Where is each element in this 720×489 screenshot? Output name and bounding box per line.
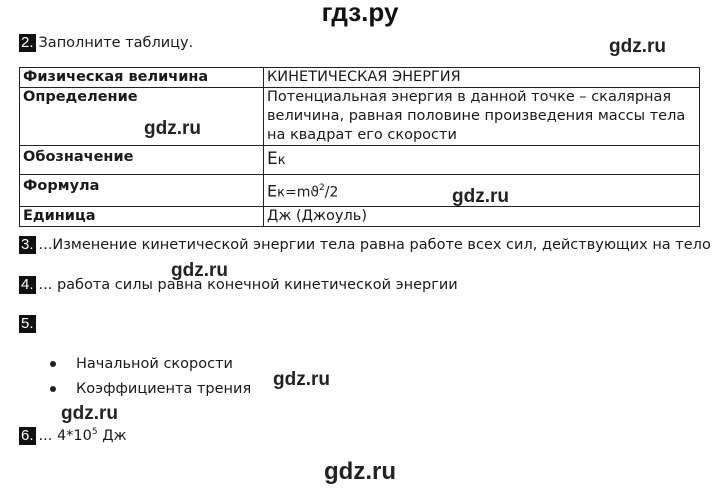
row-value: Потенциальная энергия в данной точке – скалярная величина, равная половине произведения массы тела на квадрат его скорости [264, 88, 700, 146]
watermark: gdz.ru [452, 186, 509, 207]
symbol-main: Е [267, 149, 278, 169]
row-label: Физическая величина [20, 68, 264, 88]
energy-table [19, 67, 700, 227]
row-value [264, 146, 700, 175]
formula-tail: /2 [324, 184, 339, 201]
bullet-text: Коэффициента трения [76, 381, 252, 397]
row-label: Обозначение [20, 146, 264, 175]
watermark: gdz.ru [324, 458, 396, 485]
list-item [50, 355, 233, 373]
table-row [20, 207, 700, 227]
task-6-number: 6. [21, 426, 34, 444]
bullet-dot [50, 361, 56, 367]
task-6 [19, 423, 127, 445]
table-row [20, 146, 700, 175]
row-label: Формула [20, 175, 264, 207]
row-label: Единица [20, 207, 264, 227]
row-value: КИНЕТИЧЕСКАЯ ЭНЕРГИЯ [264, 68, 700, 88]
formula-rest: =mϑ [284, 184, 320, 201]
task-6-suffix: Дж [97, 427, 127, 444]
watermark: gdz.ru [144, 118, 201, 139]
bullet-dot [50, 386, 56, 392]
task-4-number: 4. [21, 276, 34, 293]
watermark: gdz.ru [171, 260, 228, 281]
task-4 [19, 276, 458, 294]
watermark: gdz.ru [61, 403, 118, 424]
table-row [20, 88, 700, 146]
row-value: Дж (Джоуль) [264, 207, 700, 227]
formula-main: Е [267, 181, 278, 201]
watermark: gdz.ru [609, 36, 666, 57]
task-3-text: ...Изменение кинетической энергии тела равна работе всех сил, действующих на тело [38, 237, 711, 253]
task-2 [19, 34, 193, 52]
table-row [20, 175, 700, 207]
task-5-number: 5. [21, 315, 34, 332]
watermark: gdz.ru [273, 369, 330, 390]
symbol-sub: к [277, 153, 286, 168]
task-4-text: ... работа силы равна конечной кинетической энергии [38, 277, 458, 293]
list-item [50, 380, 251, 398]
task-3-number: 3. [21, 236, 34, 253]
task-6-prefix: ... 4*10 [38, 427, 92, 444]
formula-exp: 2 [319, 183, 325, 193]
task-5 [19, 315, 39, 333]
site-title: гдз.ру [321, 0, 399, 27]
table-row [20, 68, 700, 88]
task-2-text: Заполните таблицу. [38, 35, 194, 51]
task-6-exp: 5 [91, 427, 98, 437]
bullet-text: Начальной скорости [76, 356, 233, 372]
formula-sub: к [277, 185, 285, 201]
task-2-number: 2. [21, 34, 34, 51]
task-3 [19, 236, 711, 254]
row-label: Определение [20, 88, 264, 146]
